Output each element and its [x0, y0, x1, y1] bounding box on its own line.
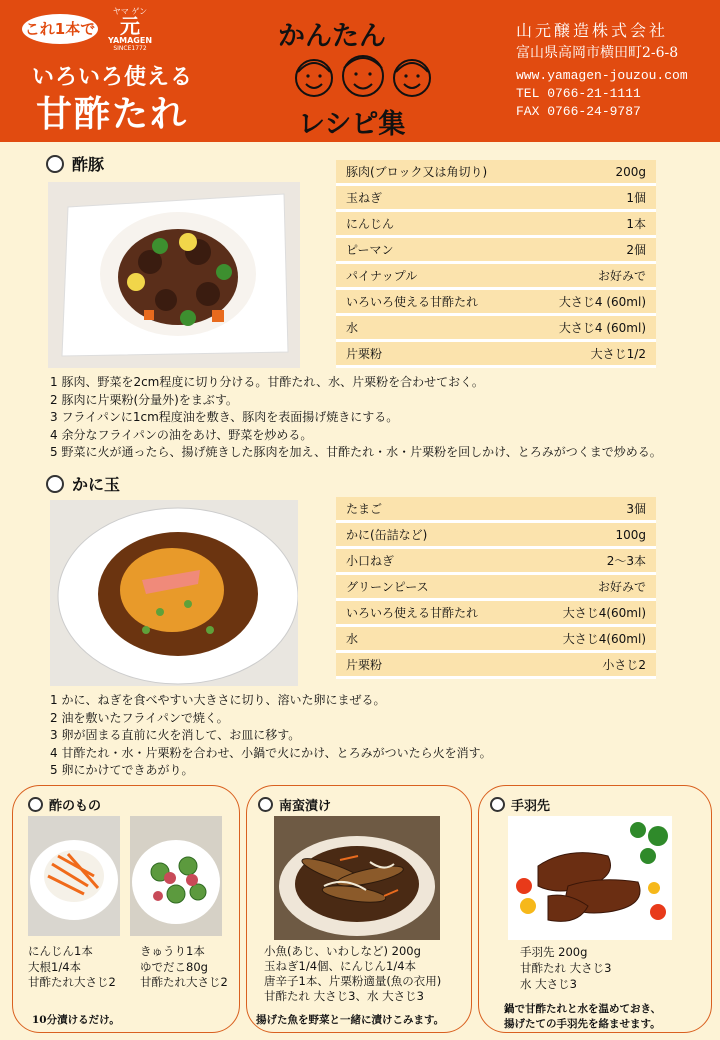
recipe-title-sunomono	[28, 795, 101, 814]
ingredient-amount: 大さじ4(60ml)	[562, 606, 646, 620]
ingredient-row	[336, 575, 656, 601]
circle-bullet-icon	[46, 475, 64, 493]
step: 5 卵にかけてできあがり。	[50, 763, 194, 777]
ingredient-amount: 大さじ4 (60ml)	[558, 321, 646, 335]
ingredient-name: 小口ねぎ	[346, 554, 395, 568]
cucumber-octopus-illustration	[130, 816, 222, 936]
recipe-title-text: 南蛮漬け	[279, 799, 332, 814]
nanban-photo	[274, 816, 440, 940]
brand-logo	[100, 8, 160, 52]
recipe-title-tebasaki	[490, 795, 550, 814]
ingredient-name: 水	[346, 632, 359, 646]
sunomono-ingredients-right	[140, 944, 228, 991]
ingredient-line: 大根1/4本	[28, 959, 82, 974]
ingredient-name: いろいろ使える甘酢たれ	[346, 606, 479, 620]
step: 2 豚肉に片栗粉(分量外)をまぶす。	[50, 392, 238, 407]
kanitama-dish-illustration	[50, 500, 298, 686]
ingredient-row	[336, 238, 656, 264]
ingredient-line: 手羽先 200g	[520, 945, 588, 959]
sunomono-photo-left	[28, 816, 120, 936]
ingredient-name: 片栗粉	[346, 347, 383, 361]
subuta-dish-illustration	[48, 182, 300, 368]
step: 2 油を敷いたフライパンで焼く。	[50, 710, 229, 725]
steps-subuta	[50, 374, 662, 462]
step: 5 野菜に火が通ったら、揚げ焼きした豚肉を加え、甘酢たれ・水・片栗粉を回しかけ、とろみがつくまで炒める。	[50, 445, 662, 459]
tebasaki-photo	[508, 816, 672, 940]
ingredient-name: かに(缶詰など)	[346, 528, 428, 542]
ingredient-line: 水 大さじ3	[520, 977, 577, 991]
ingredient-line: きゅうり1本	[140, 944, 205, 958]
sunomono-note: 10分漬けるだけ。	[32, 1014, 120, 1026]
ingredient-line: 小魚(あじ、いわしなど) 200g	[264, 944, 421, 958]
tebasaki-ingredients	[520, 944, 611, 992]
step: 3 フライパンに1cm程度油を敷き、豚肉を表面揚げ焼きにする。	[50, 410, 399, 424]
ingredient-line: 甘酢たれ 大さじ3、水 大さじ3	[264, 989, 424, 1003]
nanban-note: 揚げた魚を野菜と一緒に漬けこみます。	[256, 1014, 445, 1026]
step: 1 かに、ねぎを食べやすい大きさに切り、溶いた卵にまぜる。	[50, 693, 386, 707]
ingredient-amount: お好みで	[597, 269, 646, 283]
step: 4 余分なフライパンの油をあけ、野菜を炒める。	[50, 427, 313, 442]
badge: これ1本で	[22, 14, 98, 44]
ingredient-row	[336, 316, 656, 342]
ingredient-row	[336, 497, 656, 523]
ingredient-amount: お好みで	[597, 580, 646, 594]
ingredient-amount: 3個	[626, 502, 646, 516]
recipe-title-text: 手羽先	[511, 799, 551, 814]
ingredient-amount: 2個	[626, 243, 646, 257]
sunomono-photo-right	[130, 816, 222, 936]
ingredient-name: 片栗粉	[346, 658, 383, 672]
ingredient-row	[336, 342, 656, 368]
logo-name: YAMAGEN	[107, 36, 153, 45]
ingredient-amount: 大さじ1/2	[590, 347, 646, 361]
ingredient-name: にんじん	[346, 217, 395, 231]
smiling-faces-icon	[290, 52, 436, 100]
ingredient-amount: 1本	[626, 217, 646, 231]
company-address: 富山県高岡市横田町2-6-8	[516, 45, 679, 61]
ingredient-row	[336, 290, 656, 316]
product-subtitle: いろいろ使える	[32, 65, 194, 90]
ingredient-name: パイナップル	[346, 269, 418, 283]
circle-bullet-icon	[490, 797, 505, 812]
ingredient-name: 水	[346, 321, 359, 335]
logo-since: SINCE1772	[113, 45, 147, 52]
ingredient-line: ゆでだこ80g	[140, 959, 208, 974]
ingredient-row	[336, 186, 656, 212]
ingredient-line: 甘酢たれ大さじ2	[28, 975, 116, 989]
ingredient-line: 唐辛子1本、片栗粉適量(魚の衣用)	[264, 974, 442, 988]
ingredient-line: 甘酢たれ大さじ2	[140, 975, 228, 989]
company-name: 山元醸造株式会社	[516, 21, 669, 40]
ingredient-amount: 100g	[615, 527, 646, 542]
kantan-label: かんたん	[278, 21, 386, 52]
nanban-ingredients	[264, 944, 441, 1004]
ingredient-line: にんじん1本	[28, 944, 93, 958]
ingredient-amount: 2～3本	[606, 554, 646, 568]
sunomono-ingredients-left	[28, 944, 116, 991]
ingredient-row	[336, 264, 656, 290]
ingredient-amount: 1個	[626, 191, 646, 205]
ingredients-subuta	[336, 160, 656, 368]
ingredient-amount: 大さじ4(60ml)	[562, 632, 646, 646]
ingredient-row	[336, 549, 656, 575]
subuta-photo	[48, 182, 300, 368]
product-title: 甘酢たれ	[36, 94, 189, 135]
recipe-title-text: 酢のもの	[49, 799, 102, 814]
recipe-collection-title: レシピ集	[298, 109, 406, 140]
nanban-dish-illustration	[274, 816, 440, 940]
steps-kanitama	[50, 692, 492, 780]
company-tel: TEL 0766-21-1111	[516, 86, 641, 101]
ingredient-name: いろいろ使える甘酢たれ	[346, 295, 479, 309]
ingredient-row	[336, 523, 656, 549]
ingredient-row	[336, 160, 656, 186]
logo-ruby: ヤマ ゲン	[112, 7, 148, 16]
recipe-title-kanitama	[46, 472, 120, 495]
step: 4 甘酢たれ・水・片栗粉を合わせ、小鍋で火にかけ、とろみがついたら火を消す。	[50, 745, 492, 760]
note-line: 鍋で甘酢たれと水を温めておき、	[504, 1003, 662, 1015]
circle-bullet-icon	[28, 797, 43, 812]
carrot-daikon-illustration	[28, 816, 120, 936]
ingredient-name: たまご	[346, 502, 383, 516]
recipe-title-nanban	[258, 795, 331, 814]
tebasaki-dish-illustration	[508, 816, 672, 940]
ingredient-row	[336, 601, 656, 627]
header-banner	[0, 0, 720, 142]
ingredient-row	[336, 627, 656, 653]
step: 3 卵が固まる直前に火を消して、お皿に移す。	[50, 728, 301, 742]
recipe-title-subuta	[46, 152, 104, 175]
company-fax: FAX 0766-24-9787	[516, 104, 641, 119]
circle-bullet-icon	[258, 797, 273, 812]
logo-mark: 元	[120, 14, 140, 38]
step: 1 豚肉、野菜を2cm程度に切り分ける。甘酢たれ、水、片栗粉を合わせておく。	[50, 375, 484, 389]
recipe-title-text: 酢豚	[72, 155, 105, 174]
ingredient-amount: 小さじ2	[602, 658, 646, 672]
ingredient-row	[336, 212, 656, 238]
note-line: 揚げたての手羽先を絡ませます。	[504, 1018, 661, 1030]
tebasaki-note	[504, 1002, 661, 1032]
ingredient-amount: 大さじ4 (60ml)	[558, 295, 646, 309]
ingredient-line: 玉ねぎ1/4個、にんじん1/4本	[264, 959, 417, 973]
kanitama-photo	[50, 500, 298, 686]
company-url[interactable]: www.yamagen-jouzou.com	[516, 68, 688, 83]
ingredient-name: グリーンピース	[346, 580, 429, 594]
ingredient-name: ピーマン	[346, 243, 394, 257]
ingredient-amount: 200g	[615, 164, 646, 179]
ingredients-kanitama	[336, 497, 656, 679]
ingredient-row	[336, 653, 656, 679]
ingredient-name: 豚肉(ブロック又は角切り)	[346, 165, 488, 179]
ingredient-name: 玉ねぎ	[346, 191, 383, 205]
recipe-title-text: かに玉	[72, 475, 121, 494]
circle-bullet-icon	[46, 155, 64, 173]
ingredient-line: 甘酢たれ 大さじ3	[520, 961, 612, 975]
